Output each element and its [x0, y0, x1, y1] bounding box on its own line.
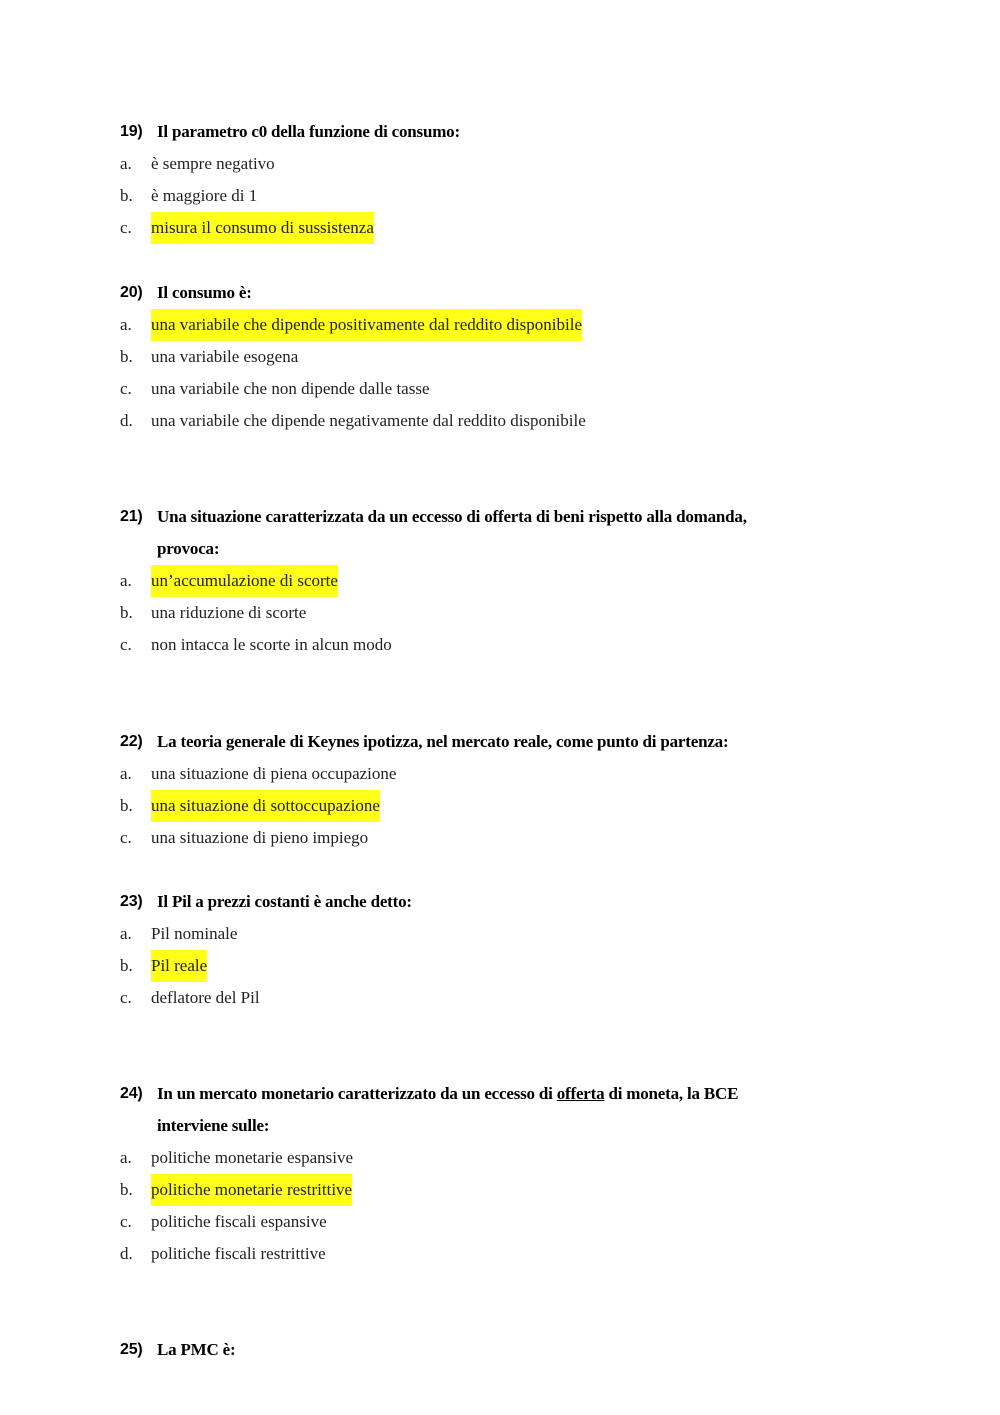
answer-option: [120, 373, 820, 405]
option-text: una situazione di piena occupazione: [151, 764, 397, 783]
answer-option: [120, 212, 820, 244]
question-text: [157, 1078, 820, 1142]
option-text: politiche fiscali espansive: [151, 1212, 327, 1231]
question-text: Il consumo è:: [157, 283, 252, 302]
answer-option: [120, 1174, 820, 1206]
option-text-highlighted: un’accumulazione di scorte: [151, 565, 338, 597]
answer-option: [120, 822, 820, 854]
question-number: 24): [120, 1085, 143, 1102]
answer-option: [120, 950, 820, 982]
question-text-line: interviene sulle:: [157, 1116, 270, 1135]
answer-option: [120, 758, 820, 790]
option-letter: b.: [120, 347, 133, 366]
option-text: Pil nominale: [151, 924, 238, 943]
question-text: [157, 501, 820, 565]
option-text-highlighted: politiche monetarie restrittive: [151, 1174, 352, 1206]
option-text: è maggiore di 1: [151, 186, 258, 205]
option-text: una variabile esogena: [151, 347, 299, 366]
question-heading: [120, 1334, 820, 1366]
option-letter: d.: [120, 1244, 133, 1263]
answer-option: [120, 597, 820, 629]
option-letter: b.: [120, 796, 133, 815]
question-heading: [120, 501, 820, 565]
option-text: una situazione di pieno impiego: [151, 828, 369, 847]
option-letter: a.: [120, 571, 132, 590]
option-text: deflatore del Pil: [151, 988, 260, 1007]
option-text: una variabile che non dipende dalle tasse: [151, 379, 430, 398]
question-text: Il Pil a prezzi costanti è anche detto:: [157, 892, 412, 911]
question-21: [120, 501, 820, 661]
question-24: [120, 1078, 820, 1270]
option-text-highlighted: una variabile che dipende positivamente dal reddito disponibile: [151, 309, 582, 341]
option-text-highlighted: una situazione di sottoccupazione: [151, 790, 380, 822]
option-text-highlighted: Pil reale: [151, 950, 207, 982]
question-heading: [120, 277, 820, 309]
answer-option: [120, 405, 820, 437]
underlined-word: offerta: [556, 1084, 605, 1103]
answer-option: [120, 982, 820, 1014]
question-25: [120, 1334, 820, 1366]
option-letter: c.: [120, 828, 132, 847]
option-text: politiche monetarie espansive: [151, 1148, 354, 1167]
answer-option: [120, 1238, 820, 1270]
option-letter: c.: [120, 1212, 132, 1231]
option-text: politiche fiscali restrittive: [151, 1244, 326, 1263]
question-heading: [120, 1078, 820, 1142]
option-letter: a.: [120, 1148, 132, 1167]
answer-option: [120, 180, 820, 212]
option-letter: b.: [120, 1180, 133, 1199]
question-text: La PMC è:: [157, 1340, 236, 1359]
option-text: è sempre negativo: [151, 154, 275, 173]
question-19: [120, 116, 820, 244]
answer-option: [120, 1142, 820, 1174]
question-22: [120, 726, 820, 854]
answer-option: [120, 629, 820, 661]
question-text: Il parametro c0 della funzione di consumo:: [157, 122, 460, 141]
option-letter: a.: [120, 924, 132, 943]
question-heading: [120, 886, 820, 918]
answer-option: [120, 341, 820, 373]
question-number: 21): [120, 508, 143, 525]
question-number: 23): [120, 893, 143, 910]
option-letter: a.: [120, 764, 132, 783]
answer-option: [120, 1206, 820, 1238]
option-letter: a.: [120, 154, 132, 173]
option-text: una variabile che dipende negativamente dal reddito disponibile: [151, 411, 586, 430]
option-letter: c.: [120, 218, 132, 237]
question-text-part: In un mercato monetario caratterizzato da un eccesso di: [157, 1084, 557, 1103]
option-letter: d.: [120, 411, 133, 430]
question-text-line: Una situazione caratterizzata da un eccesso di offerta di beni rispetto alla domanda,: [157, 507, 747, 526]
answer-option: [120, 790, 820, 822]
question-number: 22): [120, 733, 143, 750]
question-text: La teoria generale di Keynes ipotizza, nel mercato reale, come punto di partenza:: [157, 732, 729, 751]
option-letter: a.: [120, 315, 132, 334]
option-letter: b.: [120, 186, 133, 205]
answer-option: [120, 148, 820, 180]
question-heading: [120, 726, 820, 758]
option-letter: c.: [120, 379, 132, 398]
question-23: [120, 886, 820, 1014]
option-text: una riduzione di scorte: [151, 603, 307, 622]
option-letter: c.: [120, 988, 132, 1007]
question-number: 20): [120, 284, 143, 301]
option-letter: b.: [120, 956, 133, 975]
option-letter: b.: [120, 603, 133, 622]
question-text-line: provoca:: [157, 539, 220, 558]
question-number: 25): [120, 1341, 143, 1358]
question-text-part: di moneta, la BCE: [604, 1084, 739, 1103]
answer-option: [120, 309, 820, 341]
option-text-highlighted: misura il consumo di sussistenza: [151, 212, 374, 244]
option-letter: c.: [120, 635, 132, 654]
question-number: 19): [120, 123, 143, 140]
option-text: non intacca le scorte in alcun modo: [151, 635, 392, 654]
answer-option: [120, 918, 820, 950]
question-heading: [120, 116, 820, 148]
question-20: [120, 277, 820, 437]
answer-option: [120, 565, 820, 597]
